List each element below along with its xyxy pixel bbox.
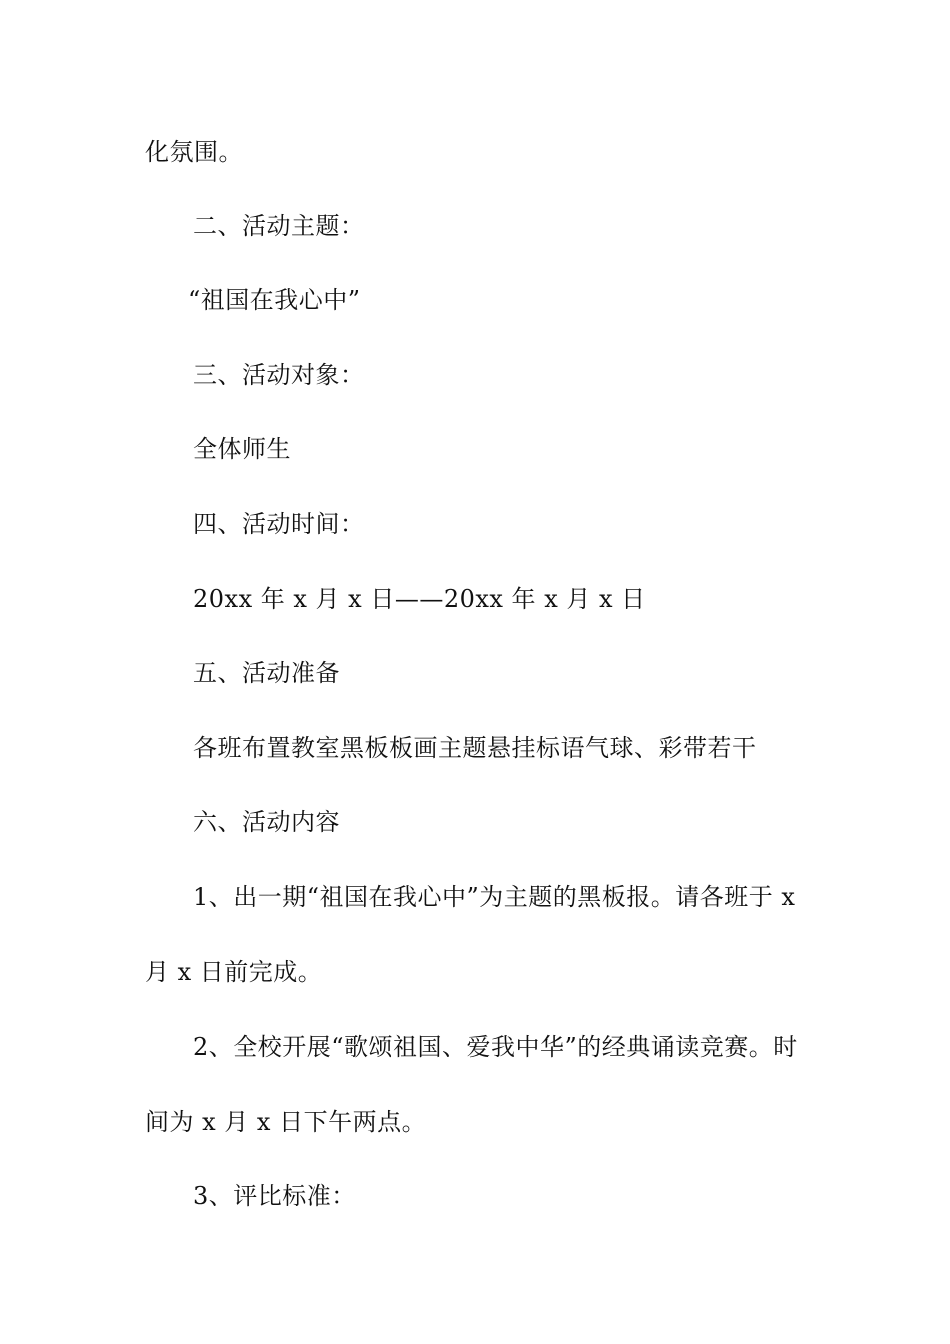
content-item-1-line-1: 1、出一期“祖国在我心中”为主题的黑板报。请各班于 x bbox=[193, 883, 796, 911]
section-heading-audience: 三、活动对象： bbox=[193, 361, 365, 389]
section-heading-content: 六、活动内容 bbox=[193, 808, 340, 836]
time-text: 20xx 年 x 月 x 日——20xx 年 x 月 x 日 bbox=[193, 585, 646, 613]
section-heading-time: 四、活动时间： bbox=[193, 510, 365, 538]
content-item-2-line-1: 2、全校开展“歌颂祖国、爱我中华”的经典诵读竞赛。时 bbox=[193, 1033, 798, 1061]
content-item-2-line-2: 间为 x 月 x 日下午两点。 bbox=[145, 1108, 427, 1136]
theme-text: “祖国在我心中” bbox=[188, 286, 361, 314]
paragraph-continuation: 化氛围。 bbox=[145, 138, 243, 166]
audience-text: 全体师生 bbox=[193, 435, 291, 463]
content-item-1-line-2: 月 x 日前完成。 bbox=[145, 958, 323, 986]
preparation-text: 各班布置教室黑板板画主题悬挂标语气球、彩带若干 bbox=[193, 734, 757, 762]
section-heading-theme: 二、活动主题： bbox=[193, 212, 365, 240]
content-item-3: 3、评比标准： bbox=[193, 1182, 356, 1210]
section-heading-preparation: 五、活动准备 bbox=[193, 659, 340, 687]
